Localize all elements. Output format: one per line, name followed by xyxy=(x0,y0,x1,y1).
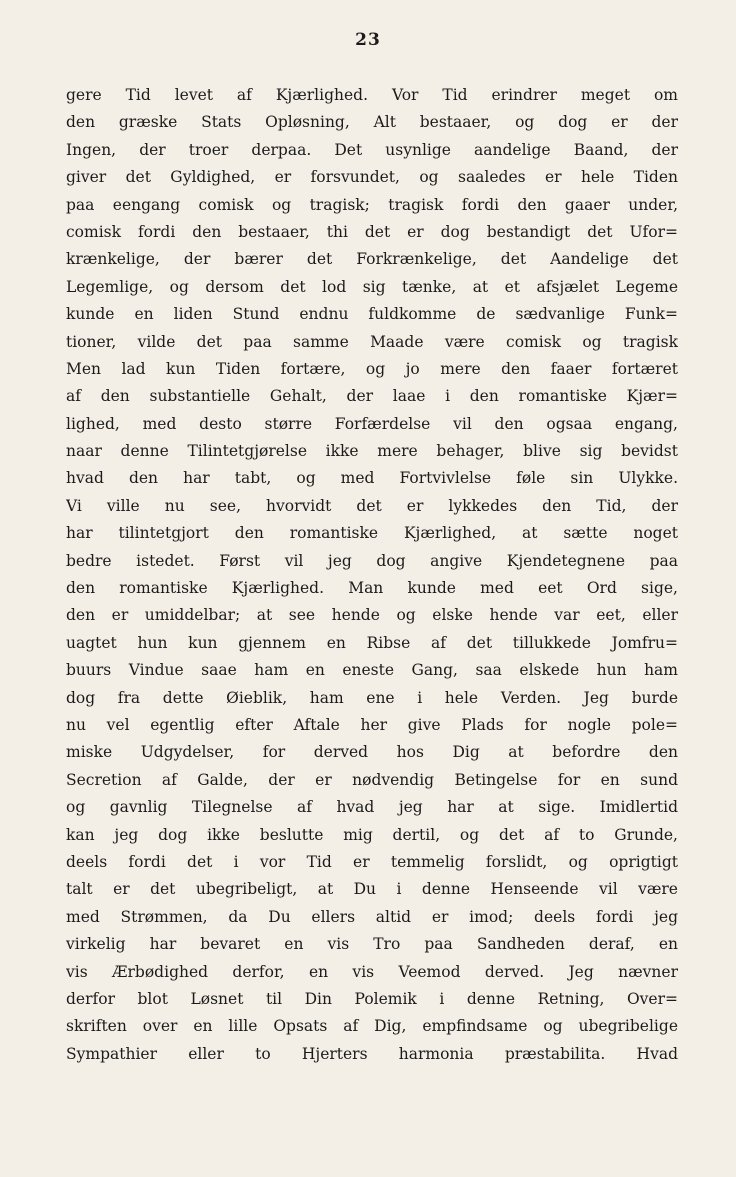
text-line: bedre istedet. Først vil jeg dog angive Kjendetegnene paa xyxy=(66,551,678,570)
text-line: med Strømmen, da Du ellers altid er imod; deels fordi jeg xyxy=(66,907,678,926)
text-line: nu vel egentlig efter Aftale her give Plads for nogle pole= xyxy=(66,715,678,734)
text-line: kan jeg dog ikke beslutte mig dertil, og det af to Grunde, xyxy=(66,825,678,844)
text-line: dog fra dette Øieblik, ham ene i hele Verden. Jeg burde xyxy=(66,688,678,707)
text-line: Secretion af Galde, der er nødvendig Betingelse for en sund xyxy=(66,770,678,789)
text-line: af den substantielle Gehalt, der laae i den romantiske Kjær= xyxy=(66,387,678,406)
text-line: deels fordi det i vor Tid er temmelig forslidt, og oprigtigt xyxy=(66,852,678,871)
text-line: Ingen, der troer derpaa. Det usynlige aandelige Baand, der xyxy=(66,140,678,159)
text-line: Sympathier eller to Hjerters harmonia præstabilita. Hvad xyxy=(66,1044,678,1063)
text-line: buurs Vindue saae ham en eneste Gang, saa elskede hun ham xyxy=(66,661,678,680)
page-number: 23 xyxy=(355,30,381,50)
text-line: giver det Gyldighed, er forsvundet, og saaledes er hele Tiden xyxy=(66,168,678,187)
text-line: Vi ville nu see, hvorvidt det er lykkedes den Tid, der xyxy=(66,496,678,515)
text-line: comisk fordi den bestaaer, thi det er dog bestandigt det Ufor= xyxy=(66,222,678,241)
text-line: lighed, med desto større Forfærdelse vil den ogsaa engang, xyxy=(66,414,678,433)
text-line: virkelig har bevaret en vis Tro paa Sandheden deraf, en xyxy=(66,935,678,954)
text-line: den græske Stats Opløsning, Alt bestaaer, og dog er der xyxy=(66,113,678,132)
body-text xyxy=(66,82,678,1068)
text-line: vis Ærbødighed derfor, en vis Veemod derved. Jeg nævner xyxy=(66,962,678,981)
text-line: miske Udgydelser, for derved hos Dig at befordre den xyxy=(66,743,678,762)
text-line: talt er det ubegribeligt, at Du i denne Henseende vil være xyxy=(66,880,678,899)
text-line: tioner, vilde det paa samme Maade være comisk og tragisk xyxy=(66,332,678,351)
text-line: den er umiddelbar; at see hende og elske hende var eet, eller xyxy=(66,606,678,625)
text-line: naar denne Tilintetgjørelse ikke mere behager, blive sig bevidst xyxy=(66,442,678,461)
text-line: har tilintetgjort den romantiske Kjærlighed, at sætte noget xyxy=(66,524,678,543)
text-line: og gavnlig Tilegnelse af hvad jeg har at sige. Imidlertid xyxy=(66,798,678,817)
text-line: uagtet hun kun gjennem en Ribse af det tillukkede Jomfru= xyxy=(66,633,678,652)
text-line: den romantiske Kjærlighed. Man kunde med eet Ord sige, xyxy=(66,579,678,598)
text-line: Legemlige, og dersom det lod sig tænke, at et afsjælet Legeme xyxy=(66,277,678,296)
text-line: derfor blot Løsnet til Din Polemik i denne Retning, Over= xyxy=(66,989,678,1008)
text-line: paa eengang comisk og tragisk; tragisk fordi den gaaer under, xyxy=(66,195,678,214)
text-line: Men lad kun Tiden fortære, og jo mere den faaer fortæret xyxy=(66,359,678,378)
text-line: gere Tid levet af Kjærlighed. Vor Tid erindrer meget om xyxy=(66,86,678,104)
text-line: skriften over en lille Opsats af Dig, empfindsame og ubegribelige xyxy=(66,1017,678,1036)
text-line: krænkelige, der bærer det Forkrænkelige, det Aandelige det xyxy=(66,250,678,269)
text-line: hvad den har tabt, og med Fortvivlelse føle sin Ulykke. xyxy=(66,469,678,488)
text-line: kunde en liden Stund endnu fuldkomme de sædvanlige Funk= xyxy=(66,305,678,324)
